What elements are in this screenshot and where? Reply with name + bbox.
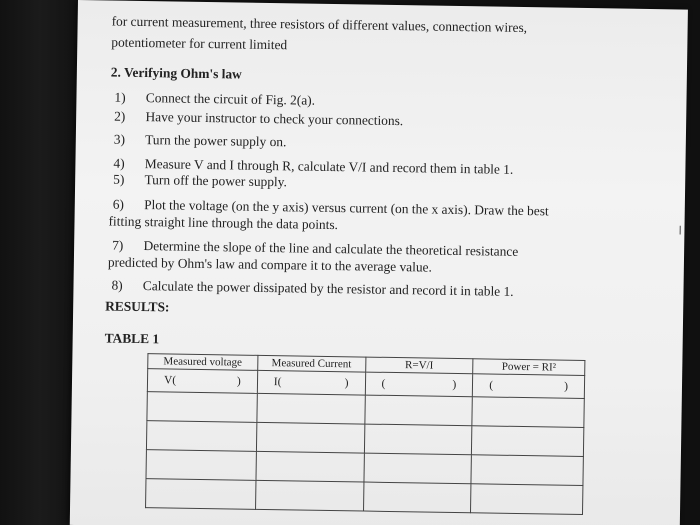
table-cell (146, 421, 256, 452)
table-cell (146, 450, 256, 481)
step-number: 8) (111, 277, 123, 293)
table-cell (256, 422, 364, 453)
unit-cell-voltage (147, 369, 257, 394)
table-cell (146, 479, 256, 510)
step-3 (114, 132, 287, 151)
step-6-continued (108, 214, 338, 234)
step-text: Calculate the power dissipated by the resistor and record it in table 1. (142, 278, 514, 299)
table-row (146, 479, 583, 515)
step-number: 2) (114, 108, 126, 124)
header-measured-current: Measured Current (257, 355, 365, 372)
unit-cell-resistance (365, 372, 473, 397)
table-cell (255, 480, 363, 511)
step-1 (114, 90, 315, 109)
step-5 (113, 172, 287, 191)
step-text: predicted by Ohm's law and compare it to the average value. (107, 254, 433, 275)
step-number: 5) (113, 171, 125, 187)
header-measured-voltage: Measured voltage (148, 354, 258, 371)
step-text: Turn the power supply on. (145, 132, 287, 150)
unit-cell-current (257, 370, 365, 395)
step-number: 6) (112, 196, 125, 212)
intro-line-2: potentiometer for current limited (111, 34, 288, 53)
header-power: Power = RI² (473, 359, 585, 376)
unit-close: ) (564, 380, 569, 393)
table-cell (364, 424, 472, 455)
unit-open: ( (489, 379, 494, 392)
table-title: TABLE 1 (104, 330, 160, 347)
step-number: 3) (113, 131, 126, 147)
table-cell (256, 451, 364, 482)
step-text: Connect the circuit of Fig. 2(a). (145, 90, 316, 108)
table-cell (147, 392, 257, 423)
step-text: Determine the slope of the line and calculate the theoretical resistance (143, 238, 519, 259)
step-number: 7) (112, 237, 124, 253)
table-cell (472, 397, 584, 428)
table-cell (364, 395, 472, 426)
table-cell (472, 426, 584, 457)
table-cell (363, 453, 471, 484)
unit-open: V( (163, 374, 177, 387)
step-text: Measure V and I through R, calculate V/I and record them in table 1. (144, 156, 514, 177)
section-title: 2. Verifying Ohm's law (110, 64, 242, 82)
step-number: 4) (113, 155, 125, 171)
step-text: Have your instructor to check your connections. (145, 109, 404, 129)
unit-close: ) (452, 378, 457, 391)
step-number: 1) (114, 89, 126, 105)
header-resistance: R=V/I (365, 357, 473, 374)
unit-close: ) (344, 377, 349, 390)
table-cell (363, 482, 471, 513)
unit-close: ) (236, 375, 241, 388)
results-table (145, 353, 585, 515)
step-text: Turn off the power supply. (144, 172, 287, 190)
results-heading: RESULTS: (105, 298, 170, 315)
step-text: Plot the voltage (on the y axis) versus current (on the x axis). Draw the best (144, 197, 549, 219)
table-cell (471, 455, 583, 486)
step-8 (111, 278, 513, 300)
step-2 (114, 109, 403, 130)
text-cursor-icon: I (678, 223, 683, 238)
unit-open: I( (273, 376, 282, 389)
unit-cell-power (473, 374, 585, 399)
intro-line-1: for current measurement, three resistors of different values, connection wires, (111, 13, 528, 36)
unit-open: ( (381, 377, 386, 390)
document-page (70, 0, 688, 525)
table-cell (257, 393, 365, 424)
table-cell (471, 484, 583, 515)
step-text: fitting straight line through the data points. (108, 213, 339, 233)
